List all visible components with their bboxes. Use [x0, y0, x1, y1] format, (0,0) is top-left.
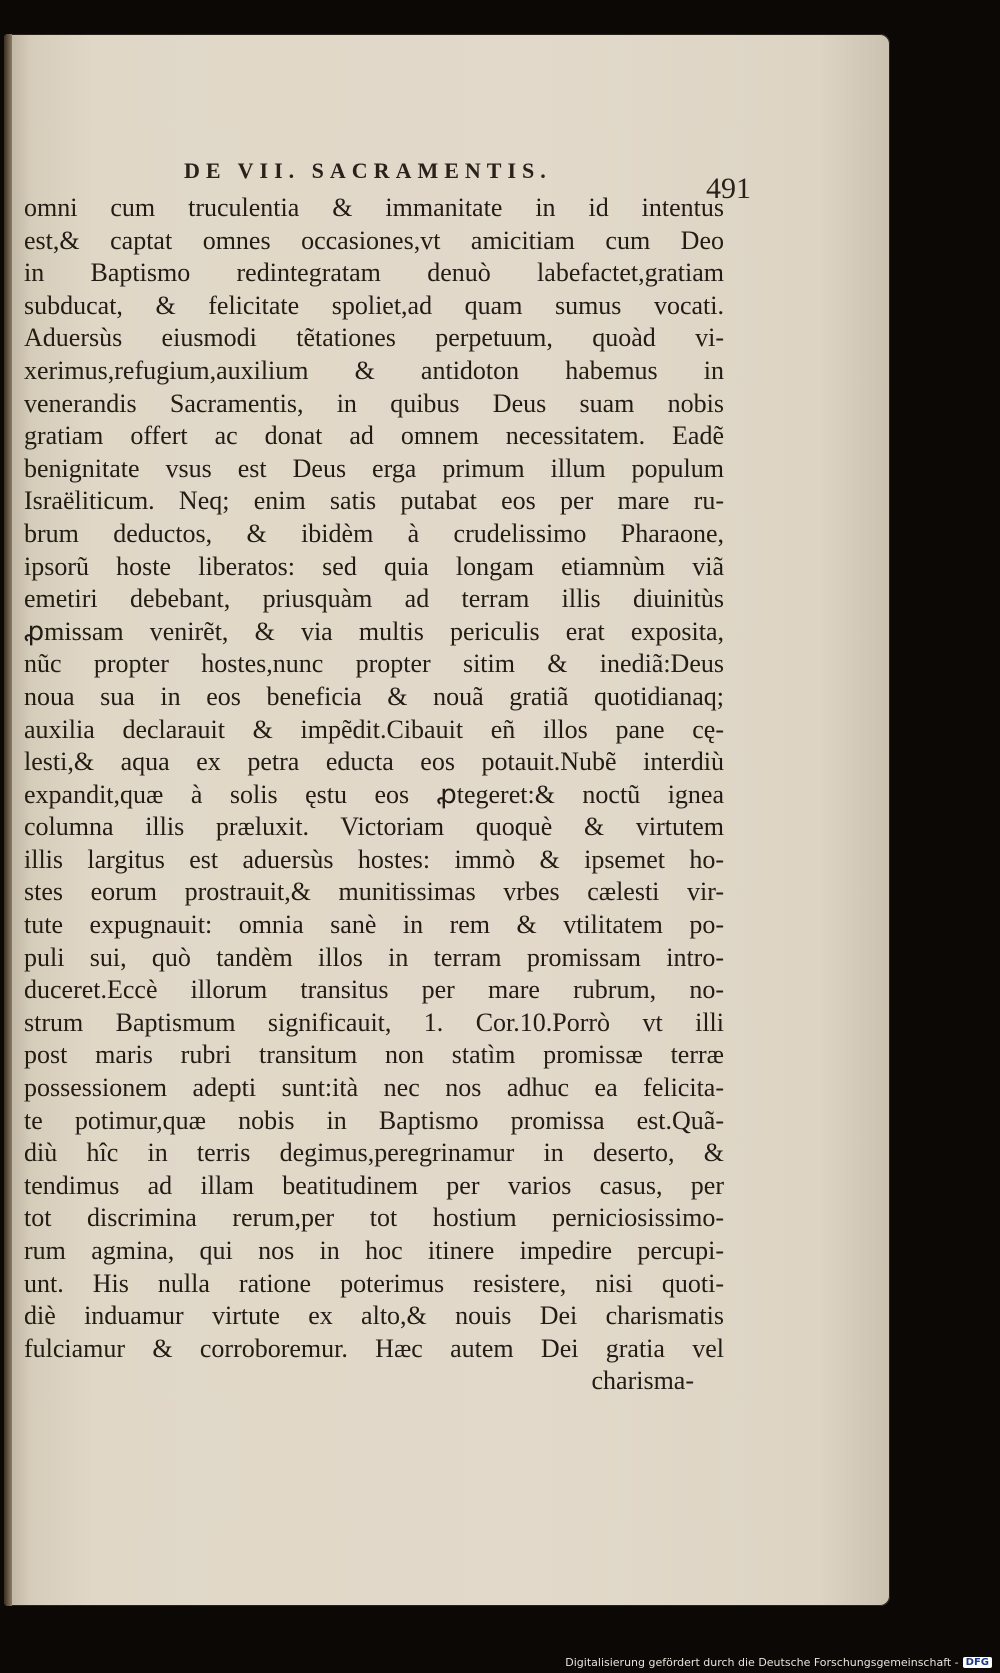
text-line: emetiri debebant, priusquàm ad terram illis diuinitùs	[24, 584, 724, 614]
dfg-logo: DFG	[963, 1657, 992, 1668]
text-line: in Baptismo redintegratam denuò labefactet,gratiam	[24, 258, 724, 288]
page-number: 491	[706, 172, 751, 205]
text-line: est,& captat omnes occasiones,vt amicitiam cum Deo	[24, 225, 724, 255]
text-line: benignitate vsus est Deus erga primum illum populum	[24, 453, 724, 483]
text-line: nũc propter hostes,nunc propter sitim & inediã:Deus	[24, 649, 724, 679]
text-line: xerimus,refugium,auxilium & antidoton habemus in	[24, 355, 724, 385]
text-line: diè induamur virtute ex alto,& nouis Dei charismatis	[24, 1301, 724, 1331]
running-head: DE VII. SACRAMENTIS.	[184, 158, 552, 183]
text-line: Aduersùs eiusmodi tẽtationes perpetuum, quoàd vi-	[24, 323, 724, 353]
text-line: gratiam offert ac donat ad omnem necessitatem. Eadẽ	[24, 421, 724, 451]
text-line: ꝓmissam venirẽt, & via multis periculis erat exposita,	[24, 616, 724, 646]
text-line: tendimus ad illam beatitudinem per varios casus, per	[24, 1170, 724, 1200]
text-line: diù hîc in terris degimus,peregrinamur in deserto, &	[24, 1138, 724, 1168]
text-line: tot discrimina rerum,per tot hostium perniciosissimo-	[24, 1203, 724, 1233]
text-line: ipsorũ hoste liberatos: sed quia longam etiamnùm viã	[24, 551, 724, 581]
digitization-credit	[565, 1656, 992, 1669]
text-line: stes eorum prostrauit,& munitissimas vrbes cælesti vir-	[24, 877, 724, 907]
text-line: possessionem adepti sunt:ità nec nos adhuc ea felicita-	[24, 1073, 724, 1103]
text-line: lesti,& aqua ex petra educta eos potauit.Nubẽ interdiù	[24, 747, 724, 777]
text-line: columna illis præluxit. Victoriam quoquè & virtutem	[24, 812, 724, 842]
text-line: tute expugnauit: omnia sanè in rem & vtilitatem po-	[24, 910, 724, 940]
book-page	[4, 34, 890, 1606]
text-line: expandit,quæ à solis ęstu eos ꝓtegeret:& noctũ ignea	[24, 779, 724, 809]
text-line: post maris rubri transitum non statìm promissæ terræ	[24, 1040, 724, 1070]
text-line: duceret.Eccè illorum transitus per mare rubrum, no-	[24, 975, 724, 1005]
body-text	[24, 192, 724, 1398]
text-line: Israëliticum. Neq; enim satis putabat eos per mare ru-	[24, 486, 724, 516]
text-line: charisma-	[591, 1366, 694, 1396]
text-line: strum Baptismum significauit, 1. Cor.10.Porrò vt illi	[24, 1007, 724, 1037]
text-line: te potimur,quæ nobis in Baptismo promissa est.Quã-	[24, 1105, 724, 1135]
text-line: rum agmina, qui nos in hoc itinere impedire percupi-	[24, 1236, 724, 1265]
text-line: illis largitus est aduersùs hostes: immò & ipsemet ho-	[24, 844, 724, 874]
text-line: noua sua in eos beneficia & nouã gratiã quotidianaq;	[24, 681, 724, 711]
page-gutter	[4, 34, 12, 1606]
text-line: omni cum truculentia & immanitate in id intentus	[24, 193, 724, 222]
text-line: unt. His nulla ratione poterimus resistere, nisi quoti-	[24, 1268, 724, 1298]
text-line: brum deductos, & ibidèm à crudelissimo Pharaone,	[24, 518, 724, 548]
text-line: puli sui, quò tandèm illos in terram promissam intro-	[24, 942, 724, 972]
text-line: fulciamur & corroboremur. Hæc autem Dei gratia vel	[24, 1333, 724, 1363]
text-line: venerandis Sacramentis, in quibus Deus suam nobis	[24, 388, 724, 418]
text-line: subducat, & felicitate spoliet,ad quam sumus vocati.	[24, 290, 724, 320]
credit-text: Digitalisierung gefördert durch die Deutsche Forschungsgemeinschaft -	[565, 1656, 959, 1669]
text-line: auxilia declarauit & impẽdit.Cibauit eñ illos pane cę-	[24, 714, 724, 744]
